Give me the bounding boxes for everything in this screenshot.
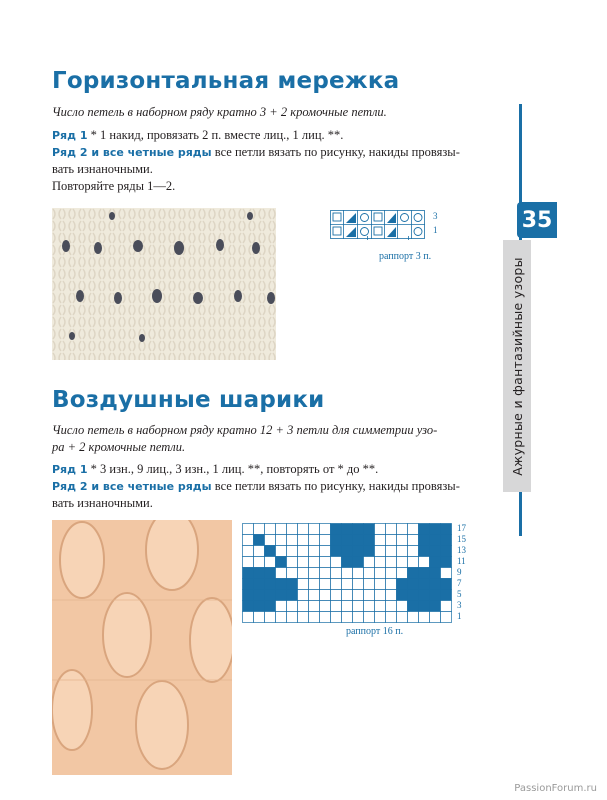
chart2-cell <box>287 601 298 612</box>
side-tab-label-wrap <box>503 240 531 492</box>
chart2-row-number: 3 <box>457 600 462 610</box>
chart2-cell <box>298 590 309 601</box>
chart2-cell <box>254 590 265 601</box>
chart2-cell <box>364 568 375 579</box>
chart2-cell <box>331 535 342 546</box>
chart2-cell <box>375 601 386 612</box>
chart2-cell <box>265 590 276 601</box>
chart2-cell <box>408 546 419 557</box>
chart2-cell <box>287 579 298 590</box>
chart2-cell <box>353 601 364 612</box>
chart2-cell <box>298 557 309 568</box>
chart2-cell <box>342 579 353 590</box>
chart2-cell <box>320 601 331 612</box>
chart2-cell <box>430 557 441 568</box>
chart2-cell <box>353 546 364 557</box>
section2-title: Воздушные шарики <box>52 387 325 413</box>
chart2-cell <box>397 535 408 546</box>
chart2-cell <box>430 579 441 590</box>
chart2-cell <box>342 546 353 557</box>
chart2-cell <box>353 568 364 579</box>
chart2-cell <box>375 557 386 568</box>
chart2-row-number: 17 <box>457 523 466 533</box>
chart2-cell <box>331 524 342 535</box>
chart2-cell <box>309 524 320 535</box>
chart2-cell <box>287 612 298 623</box>
chart2-cell <box>320 612 331 623</box>
chart2-cell <box>243 579 254 590</box>
section1-intro: Число петель в наборном ряду кратно 3 + 2 кромочные петли. <box>52 105 387 119</box>
chart2-cell <box>309 579 320 590</box>
chart2-cell <box>375 579 386 590</box>
chart2-cell <box>254 601 265 612</box>
chart2-cell <box>265 601 276 612</box>
chart2-cell <box>320 557 331 568</box>
chart1-row-3: 3 <box>433 211 438 221</box>
chart2-cell <box>386 524 397 535</box>
chart2-cell <box>419 590 430 601</box>
chart2-cell <box>331 590 342 601</box>
chart2-cell <box>276 579 287 590</box>
chart2-cell <box>375 612 386 623</box>
chart2-cell <box>342 568 353 579</box>
chart2-cell <box>430 601 441 612</box>
chart1-row-1: 1 <box>433 225 438 235</box>
chart2-cell <box>265 579 276 590</box>
chart2-cell <box>243 557 254 568</box>
chart2-cell <box>320 579 331 590</box>
chart2-cell <box>419 557 430 568</box>
chart2-cell <box>441 590 452 601</box>
chart2-row-number: 11 <box>457 556 466 566</box>
chart2-cell <box>408 590 419 601</box>
chart2-cell <box>364 612 375 623</box>
chart2-cell <box>408 579 419 590</box>
chart2-cell <box>397 546 408 557</box>
chart2-cell <box>419 568 430 579</box>
chart2-cell <box>342 590 353 601</box>
chart2-row-number: 9 <box>457 567 462 577</box>
chart2-cell <box>243 535 254 546</box>
chart2-cell <box>441 579 452 590</box>
chart2-cell <box>353 524 364 535</box>
chart2-cell <box>254 557 265 568</box>
chart2-cell <box>353 612 364 623</box>
section2-intro-1: Число петель в наборном ряду кратно 12 + 3 петли для симметрии узо- <box>52 423 438 437</box>
page-number-badge: 35 <box>517 202 557 238</box>
chart2-cell <box>243 612 254 623</box>
chart2-cell <box>430 535 441 546</box>
chart2-cell <box>331 546 342 557</box>
chart2-cell <box>298 524 309 535</box>
chart2-cell <box>265 557 276 568</box>
chart2-cell <box>309 535 320 546</box>
section1-row2-cont: вать изнаночными. <box>52 162 153 176</box>
chart2-cell <box>430 612 441 623</box>
chart2-cell <box>287 568 298 579</box>
chart2-cell <box>320 546 331 557</box>
row1-label: Ряд 1 <box>52 463 88 476</box>
chart2-cell <box>408 601 419 612</box>
chart2-cell <box>419 535 430 546</box>
chart2-cell <box>265 612 276 623</box>
chart2-cell <box>331 557 342 568</box>
chart2-cell <box>342 535 353 546</box>
chart2-cell <box>276 612 287 623</box>
chart2-cell <box>342 524 353 535</box>
chart2-cell <box>364 557 375 568</box>
chart2-cell <box>342 557 353 568</box>
chart2-row-number: 15 <box>457 534 466 544</box>
chart2-cell <box>419 524 430 535</box>
watermark: PassionForum.ru <box>514 783 597 794</box>
chart2-row-number: 7 <box>457 578 462 588</box>
chart2-cell <box>287 590 298 601</box>
chart2-cell <box>430 590 441 601</box>
chart2-cell <box>353 535 364 546</box>
chart2-cell <box>364 579 375 590</box>
chart2-cell <box>441 535 452 546</box>
chart2-cell <box>342 612 353 623</box>
chart2-cell <box>408 557 419 568</box>
chart2-cell <box>287 557 298 568</box>
section1-row2 <box>52 144 472 161</box>
chart2-cell <box>331 601 342 612</box>
chart2-cell <box>386 535 397 546</box>
chart2-cell <box>331 612 342 623</box>
chart2-cell <box>397 590 408 601</box>
chart2-cell <box>430 546 441 557</box>
chart2-cell <box>309 590 320 601</box>
knit-photo-balloons <box>52 520 232 775</box>
chart2-cell <box>243 524 254 535</box>
chart2-cell <box>254 579 265 590</box>
chart-balloons <box>242 523 454 623</box>
chart2-cell <box>375 535 386 546</box>
chart2-cell <box>309 568 320 579</box>
chart2-cell <box>265 568 276 579</box>
section1-row1 <box>52 127 472 144</box>
chart2-cell <box>309 601 320 612</box>
row2-label: Ряд 2 и все четные ряды <box>52 480 212 493</box>
chart2-cell <box>419 546 430 557</box>
chart2-cell <box>309 546 320 557</box>
chart2-cell <box>386 579 397 590</box>
chart2-cell <box>276 546 287 557</box>
chart2-cell <box>309 612 320 623</box>
chart2-cell <box>430 568 441 579</box>
chart2-cell <box>397 568 408 579</box>
chart2-cell <box>298 568 309 579</box>
chart2-caption: раппорт 16 п. <box>346 626 404 637</box>
chart2-cell <box>276 568 287 579</box>
chart2-cell <box>353 557 364 568</box>
chart2-cell <box>375 546 386 557</box>
chart2-cell <box>331 579 342 590</box>
chart2-cell <box>298 535 309 546</box>
knit-photo-mesh <box>52 208 276 360</box>
chart2-cell <box>441 612 452 623</box>
chart1-caption: раппорт 3 п. <box>379 251 432 262</box>
chart2-cell <box>419 612 430 623</box>
chart2-cell <box>298 601 309 612</box>
section1-title: Горизонтальная мережка <box>52 68 400 94</box>
section2-row2 <box>52 478 472 495</box>
chart2-cell <box>397 601 408 612</box>
chart2-cell <box>397 612 408 623</box>
section2-intro-2: ра + 2 кромочные петли. <box>52 440 186 454</box>
chart2-cell <box>265 546 276 557</box>
chart2-cell <box>364 524 375 535</box>
chart2-cell <box>320 568 331 579</box>
chart2-cell <box>276 524 287 535</box>
chart2-cell <box>386 601 397 612</box>
chart2-cell <box>441 546 452 557</box>
chart2-cell <box>375 524 386 535</box>
chart2-cell <box>276 557 287 568</box>
chart2-cell <box>397 579 408 590</box>
chart2-cell <box>419 601 430 612</box>
chart2-cell <box>265 524 276 535</box>
chart2-cell <box>441 524 452 535</box>
chart2-row-number: 5 <box>457 589 462 599</box>
chart2-cell <box>287 524 298 535</box>
chart2-cell <box>364 546 375 557</box>
chart2-cell <box>408 535 419 546</box>
chart2-cell <box>364 535 375 546</box>
chart2-cell <box>287 546 298 557</box>
row2-text: все петли вязать по рисунку, накиды провязы- <box>211 479 460 493</box>
chart2-cell <box>320 524 331 535</box>
chart2-cell <box>298 546 309 557</box>
chart2-cell <box>254 535 265 546</box>
chart2-cell <box>441 601 452 612</box>
chart2-cell <box>364 590 375 601</box>
chart2-cell <box>386 546 397 557</box>
chart2-cell <box>408 612 419 623</box>
chart2-cell <box>353 590 364 601</box>
chart2-row-number: 1 <box>457 611 462 621</box>
chart2-cell <box>430 524 441 535</box>
chart2-cell <box>386 557 397 568</box>
chart2-cell <box>254 524 265 535</box>
chart2-cell <box>243 546 254 557</box>
chart2-cell <box>364 601 375 612</box>
chart2-cell <box>265 535 276 546</box>
chart2-cell <box>287 535 298 546</box>
chart2-cell <box>309 557 320 568</box>
chart2-cell <box>375 568 386 579</box>
chart2-cell <box>276 601 287 612</box>
section2-row2-cont: вать изнаночными. <box>52 496 153 510</box>
row2-label: Ряд 2 и все четные ряды <box>52 146 212 159</box>
chart2-cell <box>408 524 419 535</box>
chart2-cell <box>254 568 265 579</box>
chart2-cell <box>397 557 408 568</box>
chart2-cell <box>397 524 408 535</box>
chart2-cell <box>254 612 265 623</box>
chart2-cell <box>408 568 419 579</box>
chart2-cell <box>298 612 309 623</box>
chart2-row-number: 13 <box>457 545 466 555</box>
section2-row1 <box>52 461 472 478</box>
row2-text: все петли вязать по рисунку, накиды провязы- <box>211 145 460 159</box>
chart2-cell <box>342 601 353 612</box>
chart2-cell <box>441 557 452 568</box>
chart-mesh <box>330 210 426 240</box>
chart2-cell <box>276 590 287 601</box>
chart2-cell <box>386 612 397 623</box>
row1-text: * 3 изн., 9 лиц., 3 изн., 1 лиц. **, повторять от * до **. <box>87 462 379 476</box>
chart2-cell <box>243 568 254 579</box>
chart2-cell <box>386 568 397 579</box>
chart2-cell <box>320 590 331 601</box>
chart2-cell <box>331 568 342 579</box>
row1-label: Ряд 1 <box>52 129 88 142</box>
chart2-cell <box>386 590 397 601</box>
row1-text: * 1 накид, провязать 2 п. вместе лиц., 1 лиц. **. <box>87 128 344 142</box>
side-tab-label: Ажурные и фантазийные узоры <box>509 256 525 476</box>
chart2-cell <box>243 590 254 601</box>
chart2-cell <box>441 568 452 579</box>
chart2-cell <box>276 535 287 546</box>
section1-repeat: Повторяйте ряды 1—2. <box>52 179 176 193</box>
chart2-cell <box>298 579 309 590</box>
chart2-cell <box>320 535 331 546</box>
chart2-cell <box>375 590 386 601</box>
chart2-cell <box>243 601 254 612</box>
chart2-cell <box>254 546 265 557</box>
chart2-cell <box>419 579 430 590</box>
chart2-cell <box>353 579 364 590</box>
